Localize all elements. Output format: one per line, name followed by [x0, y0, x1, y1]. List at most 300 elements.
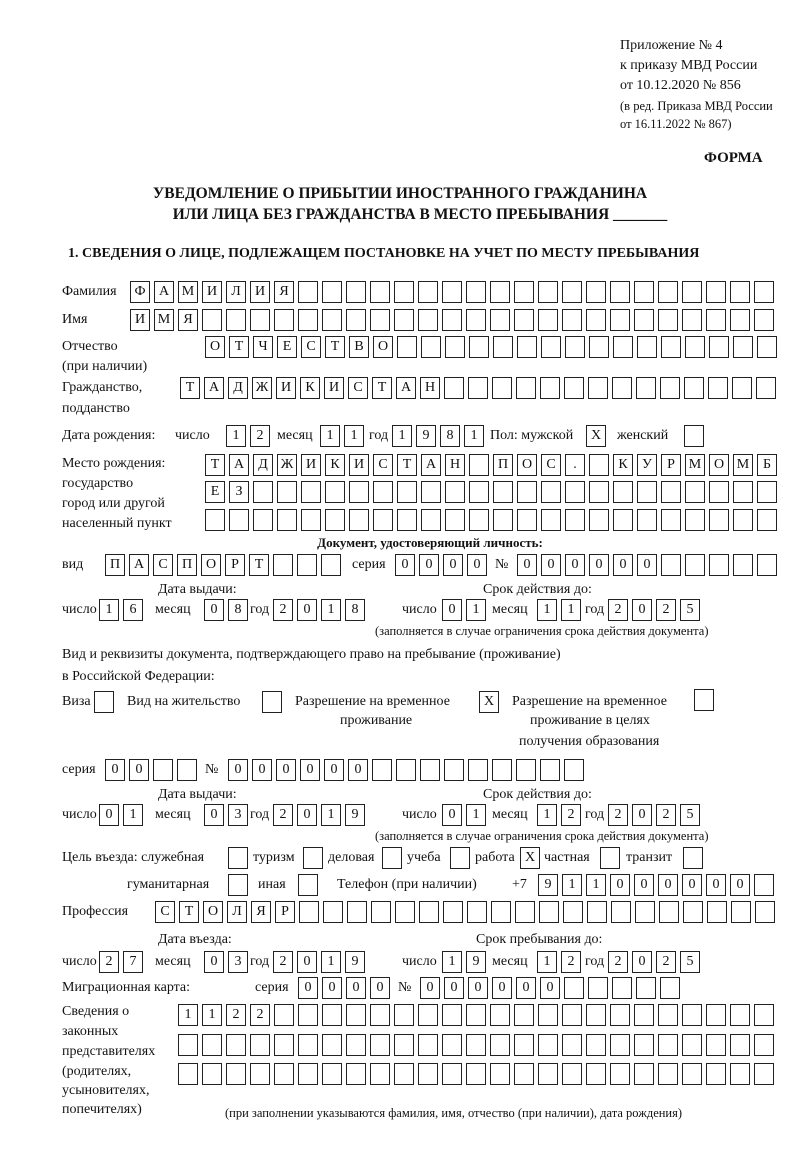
char-cell[interactable]: 0: [297, 599, 317, 621]
char-cell[interactable]: 0: [467, 554, 487, 576]
char-cell[interactable]: 0: [324, 759, 344, 781]
char-cell[interactable]: [586, 281, 606, 303]
char-cell[interactable]: [757, 509, 777, 531]
char-cell[interactable]: [730, 1034, 750, 1056]
char-cell[interactable]: 0: [395, 554, 415, 576]
char-cell[interactable]: А: [396, 377, 416, 399]
char-cell[interactable]: Б: [757, 454, 777, 476]
char-cell[interactable]: О: [203, 901, 223, 923]
residence-permit-checkbox[interactable]: [262, 691, 282, 713]
char-cell[interactable]: [706, 309, 726, 331]
char-cell[interactable]: М: [685, 454, 705, 476]
char-cell[interactable]: [706, 1063, 726, 1085]
trpe-checkbox[interactable]: [694, 689, 714, 711]
char-cell[interactable]: 1: [562, 874, 582, 896]
char-cell[interactable]: Ж: [252, 377, 272, 399]
char-cell[interactable]: Н: [420, 377, 440, 399]
char-cell[interactable]: [346, 1063, 366, 1085]
entry-day[interactable]: [99, 951, 143, 973]
char-cell[interactable]: 0: [443, 554, 463, 576]
char-cell[interactable]: А: [154, 281, 174, 303]
char-cell[interactable]: Д: [228, 377, 248, 399]
char-cell[interactable]: [685, 509, 705, 531]
char-cell[interactable]: [613, 509, 633, 531]
char-cell[interactable]: С: [373, 454, 393, 476]
right-doc-issued-day[interactable]: [99, 804, 143, 826]
char-cell[interactable]: [539, 901, 559, 923]
char-cell[interactable]: 0: [730, 874, 750, 896]
char-cell[interactable]: [346, 1004, 366, 1026]
char-cell[interactable]: [396, 759, 416, 781]
char-cell[interactable]: [514, 309, 534, 331]
char-cell[interactable]: Р: [275, 901, 295, 923]
char-cell[interactable]: [706, 1034, 726, 1056]
char-cell[interactable]: [444, 377, 464, 399]
char-cell[interactable]: 0: [632, 599, 652, 621]
char-cell[interactable]: [709, 336, 729, 358]
char-cell[interactable]: [634, 281, 654, 303]
char-cell[interactable]: [661, 554, 681, 576]
birth-month-field[interactable]: [320, 425, 364, 447]
birthplace-field-row-3[interactable]: [205, 509, 777, 531]
char-cell[interactable]: [490, 1063, 510, 1085]
char-cell[interactable]: [395, 901, 415, 923]
char-cell[interactable]: [277, 509, 297, 531]
profession-field[interactable]: [155, 901, 775, 923]
char-cell[interactable]: А: [204, 377, 224, 399]
char-cell[interactable]: [562, 309, 582, 331]
char-cell[interactable]: [733, 509, 753, 531]
purpose-humanitarian-checkbox[interactable]: [228, 874, 248, 896]
char-cell[interactable]: М: [733, 454, 753, 476]
char-cell[interactable]: А: [229, 454, 249, 476]
char-cell[interactable]: [589, 336, 609, 358]
char-cell[interactable]: [322, 1034, 342, 1056]
char-cell[interactable]: Р: [661, 454, 681, 476]
char-cell[interactable]: [301, 481, 321, 503]
char-cell[interactable]: 1: [561, 599, 581, 621]
char-cell[interactable]: 5: [680, 804, 700, 826]
char-cell[interactable]: [298, 1004, 318, 1026]
char-cell[interactable]: 1: [537, 951, 557, 973]
char-cell[interactable]: [706, 1004, 726, 1026]
char-cell[interactable]: [262, 691, 282, 713]
char-cell[interactable]: [466, 1004, 486, 1026]
char-cell[interactable]: [613, 481, 633, 503]
char-cell[interactable]: Р: [225, 554, 245, 576]
char-cell[interactable]: [634, 1063, 654, 1085]
char-cell[interactable]: [541, 336, 561, 358]
char-cell[interactable]: X: [520, 847, 540, 869]
char-cell[interactable]: 0: [613, 554, 633, 576]
doc-issued-month[interactable]: [204, 599, 248, 621]
char-cell[interactable]: [346, 281, 366, 303]
char-cell[interactable]: [661, 336, 681, 358]
char-cell[interactable]: [226, 1063, 246, 1085]
char-cell[interactable]: 0: [204, 804, 224, 826]
char-cell[interactable]: [228, 847, 248, 869]
char-cell[interactable]: [709, 554, 729, 576]
migration-number-field[interactable]: [420, 977, 680, 999]
char-cell[interactable]: [514, 1063, 534, 1085]
char-cell[interactable]: 0: [228, 759, 248, 781]
char-cell[interactable]: [394, 1063, 414, 1085]
birth-day-field[interactable]: [226, 425, 270, 447]
char-cell[interactable]: [298, 874, 318, 896]
char-cell[interactable]: 7: [123, 951, 143, 973]
doc-kind-field[interactable]: [105, 554, 341, 576]
stay-until-year[interactable]: [608, 951, 700, 973]
char-cell[interactable]: [442, 1034, 462, 1056]
char-cell[interactable]: [754, 1034, 774, 1056]
representatives-row-2[interactable]: [178, 1034, 774, 1056]
char-cell[interactable]: 1: [321, 804, 341, 826]
char-cell[interactable]: 0: [442, 599, 462, 621]
char-cell[interactable]: Т: [205, 454, 225, 476]
char-cell[interactable]: [588, 377, 608, 399]
char-cell[interactable]: [613, 336, 633, 358]
doc-issued-year[interactable]: [273, 599, 365, 621]
char-cell[interactable]: [322, 309, 342, 331]
char-cell[interactable]: [202, 309, 222, 331]
birthplace-field-row-1[interactable]: [205, 454, 777, 476]
visa-checkbox[interactable]: [94, 691, 114, 713]
char-cell[interactable]: 0: [204, 951, 224, 973]
char-cell[interactable]: 1: [321, 951, 341, 973]
char-cell[interactable]: [371, 901, 391, 923]
char-cell[interactable]: [298, 1034, 318, 1056]
char-cell[interactable]: [322, 1063, 342, 1085]
char-cell[interactable]: Т: [249, 554, 269, 576]
char-cell[interactable]: 2: [656, 951, 676, 973]
char-cell[interactable]: 3: [228, 804, 248, 826]
char-cell[interactable]: [346, 309, 366, 331]
char-cell[interactable]: [637, 336, 657, 358]
char-cell[interactable]: [421, 336, 441, 358]
char-cell[interactable]: 9: [345, 804, 365, 826]
char-cell[interactable]: [442, 309, 462, 331]
char-cell[interactable]: [418, 1034, 438, 1056]
name-field[interactable]: [130, 309, 774, 331]
char-cell[interactable]: [469, 454, 489, 476]
char-cell[interactable]: [732, 377, 752, 399]
char-cell[interactable]: 5: [680, 599, 700, 621]
char-cell[interactable]: П: [105, 554, 125, 576]
char-cell[interactable]: [684, 377, 704, 399]
char-cell[interactable]: 2: [561, 951, 581, 973]
char-cell[interactable]: [540, 377, 560, 399]
char-cell[interactable]: [274, 1063, 294, 1085]
char-cell[interactable]: [468, 377, 488, 399]
char-cell[interactable]: [250, 1034, 270, 1056]
char-cell[interactable]: [253, 481, 273, 503]
char-cell[interactable]: [397, 509, 417, 531]
char-cell[interactable]: 1: [202, 1004, 222, 1026]
char-cell[interactable]: 0: [322, 977, 342, 999]
char-cell[interactable]: 1: [320, 425, 340, 447]
char-cell[interactable]: 1: [178, 1004, 198, 1026]
char-cell[interactable]: [418, 309, 438, 331]
char-cell[interactable]: 8: [440, 425, 460, 447]
patronymic-field[interactable]: [205, 336, 777, 358]
char-cell[interactable]: 0: [610, 874, 630, 896]
char-cell[interactable]: [298, 309, 318, 331]
char-cell[interactable]: [659, 901, 679, 923]
char-cell[interactable]: П: [493, 454, 513, 476]
char-cell[interactable]: 1: [586, 874, 606, 896]
char-cell[interactable]: [612, 377, 632, 399]
char-cell[interactable]: [661, 509, 681, 531]
char-cell[interactable]: [419, 901, 439, 923]
char-cell[interactable]: [685, 481, 705, 503]
char-cell[interactable]: [708, 377, 728, 399]
char-cell[interactable]: [323, 901, 343, 923]
surname-field[interactable]: [130, 281, 774, 303]
char-cell[interactable]: [297, 554, 317, 576]
char-cell[interactable]: X: [479, 691, 499, 713]
char-cell[interactable]: 1: [123, 804, 143, 826]
char-cell[interactable]: [397, 481, 417, 503]
char-cell[interactable]: [587, 901, 607, 923]
char-cell[interactable]: [301, 509, 321, 531]
char-cell[interactable]: [490, 1004, 510, 1026]
char-cell[interactable]: [202, 1063, 222, 1085]
char-cell[interactable]: [445, 481, 465, 503]
char-cell[interactable]: 0: [298, 977, 318, 999]
char-cell[interactable]: [469, 481, 489, 503]
char-cell[interactable]: [600, 847, 620, 869]
char-cell[interactable]: 1: [344, 425, 364, 447]
char-cell[interactable]: [492, 759, 512, 781]
char-cell[interactable]: 0: [706, 874, 726, 896]
char-cell[interactable]: 2: [250, 425, 270, 447]
doc-number-field[interactable]: [517, 554, 777, 576]
char-cell[interactable]: 2: [608, 951, 628, 973]
char-cell[interactable]: [612, 977, 632, 999]
char-cell[interactable]: 0: [682, 874, 702, 896]
char-cell[interactable]: [564, 759, 584, 781]
char-cell[interactable]: [299, 901, 319, 923]
char-cell[interactable]: [586, 1004, 606, 1026]
char-cell[interactable]: 2: [656, 599, 676, 621]
right-doc-valid-year[interactable]: [608, 804, 700, 826]
char-cell[interactable]: [562, 1034, 582, 1056]
char-cell[interactable]: [709, 509, 729, 531]
char-cell[interactable]: К: [300, 377, 320, 399]
char-cell[interactable]: 9: [538, 874, 558, 896]
char-cell[interactable]: [442, 1004, 462, 1026]
char-cell[interactable]: [565, 481, 585, 503]
char-cell[interactable]: 0: [370, 977, 390, 999]
char-cell[interactable]: [373, 481, 393, 503]
char-cell[interactable]: [538, 281, 558, 303]
char-cell[interactable]: 2: [561, 804, 581, 826]
phone-field[interactable]: [538, 874, 774, 896]
char-cell[interactable]: 2: [656, 804, 676, 826]
char-cell[interactable]: 9: [345, 951, 365, 973]
representatives-row-3[interactable]: [178, 1063, 774, 1085]
stay-until-month[interactable]: [537, 951, 581, 973]
char-cell[interactable]: [682, 309, 702, 331]
char-cell[interactable]: .: [565, 454, 585, 476]
char-cell[interactable]: [730, 1004, 750, 1026]
char-cell[interactable]: 0: [444, 977, 464, 999]
char-cell[interactable]: [274, 309, 294, 331]
char-cell[interactable]: И: [301, 454, 321, 476]
char-cell[interactable]: О: [709, 454, 729, 476]
char-cell[interactable]: [637, 481, 657, 503]
char-cell[interactable]: [274, 1004, 294, 1026]
char-cell[interactable]: [466, 1063, 486, 1085]
char-cell[interactable]: С: [348, 377, 368, 399]
char-cell[interactable]: 1: [466, 804, 486, 826]
char-cell[interactable]: [418, 281, 438, 303]
char-cell[interactable]: 0: [297, 951, 317, 973]
char-cell[interactable]: И: [324, 377, 344, 399]
char-cell[interactable]: [660, 377, 680, 399]
purpose-other-checkbox[interactable]: [298, 874, 318, 896]
char-cell[interactable]: 0: [637, 554, 657, 576]
char-cell[interactable]: [754, 281, 774, 303]
char-cell[interactable]: Ф: [130, 281, 150, 303]
char-cell[interactable]: [370, 309, 390, 331]
doc-valid-month[interactable]: [537, 599, 581, 621]
char-cell[interactable]: М: [154, 309, 174, 331]
char-cell[interactable]: Ч: [253, 336, 273, 358]
char-cell[interactable]: [754, 874, 774, 896]
char-cell[interactable]: [250, 309, 270, 331]
purpose-business-checkbox[interactable]: [382, 847, 402, 869]
char-cell[interactable]: [445, 509, 465, 531]
char-cell[interactable]: [754, 1004, 774, 1026]
char-cell[interactable]: [491, 901, 511, 923]
char-cell[interactable]: [370, 1034, 390, 1056]
char-cell[interactable]: [372, 759, 392, 781]
char-cell[interactable]: [694, 689, 714, 711]
char-cell[interactable]: Ж: [277, 454, 297, 476]
char-cell[interactable]: [757, 554, 777, 576]
right-doc-issued-year[interactable]: [273, 804, 365, 826]
char-cell[interactable]: [321, 554, 341, 576]
char-cell[interactable]: [731, 901, 751, 923]
char-cell[interactable]: [490, 309, 510, 331]
trp-checkbox[interactable]: [479, 691, 499, 713]
char-cell[interactable]: [562, 1063, 582, 1085]
sex-male-checkbox[interactable]: [586, 425, 606, 447]
right-doc-number-field[interactable]: [228, 759, 584, 781]
char-cell[interactable]: [733, 481, 753, 503]
char-cell[interactable]: [517, 481, 537, 503]
char-cell[interactable]: [730, 281, 750, 303]
char-cell[interactable]: 0: [105, 759, 125, 781]
char-cell[interactable]: [565, 336, 585, 358]
char-cell[interactable]: [589, 454, 609, 476]
char-cell[interactable]: [754, 1063, 774, 1085]
char-cell[interactable]: [274, 1034, 294, 1056]
char-cell[interactable]: [562, 1004, 582, 1026]
char-cell[interactable]: [611, 901, 631, 923]
right-doc-series-field[interactable]: [105, 759, 197, 781]
migration-series-field[interactable]: [298, 977, 390, 999]
char-cell[interactable]: 0: [276, 759, 296, 781]
char-cell[interactable]: [229, 509, 249, 531]
char-cell[interactable]: 2: [99, 951, 119, 973]
char-cell[interactable]: X: [586, 425, 606, 447]
char-cell[interactable]: [466, 309, 486, 331]
char-cell[interactable]: [682, 1004, 702, 1026]
char-cell[interactable]: [226, 1034, 246, 1056]
char-cell[interactable]: 0: [420, 977, 440, 999]
char-cell[interactable]: [610, 281, 630, 303]
char-cell[interactable]: Я: [251, 901, 271, 923]
char-cell[interactable]: [589, 481, 609, 503]
sex-female-checkbox[interactable]: [684, 425, 704, 447]
char-cell[interactable]: [370, 1063, 390, 1085]
char-cell[interactable]: [517, 336, 537, 358]
char-cell[interactable]: [468, 759, 488, 781]
char-cell[interactable]: [325, 481, 345, 503]
char-cell[interactable]: [685, 554, 705, 576]
char-cell[interactable]: [682, 281, 702, 303]
purpose-study-checkbox[interactable]: [450, 847, 470, 869]
purpose-transit-checkbox[interactable]: [683, 847, 703, 869]
char-cell[interactable]: [349, 481, 369, 503]
char-cell[interactable]: [394, 309, 414, 331]
char-cell[interactable]: [538, 1063, 558, 1085]
entry-year[interactable]: [273, 951, 365, 973]
char-cell[interactable]: О: [517, 454, 537, 476]
char-cell[interactable]: [202, 1034, 222, 1056]
char-cell[interactable]: [253, 509, 273, 531]
char-cell[interactable]: [636, 977, 656, 999]
purpose-official-checkbox[interactable]: [228, 847, 248, 869]
char-cell[interactable]: М: [178, 281, 198, 303]
char-cell[interactable]: [418, 1063, 438, 1085]
char-cell[interactable]: 0: [658, 874, 678, 896]
char-cell[interactable]: [610, 309, 630, 331]
char-cell[interactable]: Т: [397, 454, 417, 476]
char-cell[interactable]: Т: [179, 901, 199, 923]
char-cell[interactable]: [685, 336, 705, 358]
char-cell[interactable]: 0: [99, 804, 119, 826]
doc-valid-year[interactable]: [608, 599, 700, 621]
char-cell[interactable]: И: [130, 309, 150, 331]
char-cell[interactable]: [250, 1063, 270, 1085]
char-cell[interactable]: [565, 509, 585, 531]
char-cell[interactable]: 1: [464, 425, 484, 447]
char-cell[interactable]: [349, 509, 369, 531]
char-cell[interactable]: 0: [517, 554, 537, 576]
stay-until-day[interactable]: [442, 951, 486, 973]
char-cell[interactable]: [514, 1034, 534, 1056]
char-cell[interactable]: П: [177, 554, 197, 576]
char-cell[interactable]: [730, 309, 750, 331]
char-cell[interactable]: [516, 759, 536, 781]
char-cell[interactable]: [443, 901, 463, 923]
char-cell[interactable]: [730, 1063, 750, 1085]
char-cell[interactable]: 8: [345, 599, 365, 621]
char-cell[interactable]: А: [129, 554, 149, 576]
char-cell[interactable]: Я: [178, 309, 198, 331]
char-cell[interactable]: [755, 901, 775, 923]
char-cell[interactable]: [658, 281, 678, 303]
char-cell[interactable]: С: [155, 901, 175, 923]
char-cell[interactable]: [634, 1004, 654, 1026]
char-cell[interactable]: 0: [297, 804, 317, 826]
char-cell[interactable]: [421, 481, 441, 503]
char-cell[interactable]: [682, 1063, 702, 1085]
citizenship-field[interactable]: [180, 377, 776, 399]
